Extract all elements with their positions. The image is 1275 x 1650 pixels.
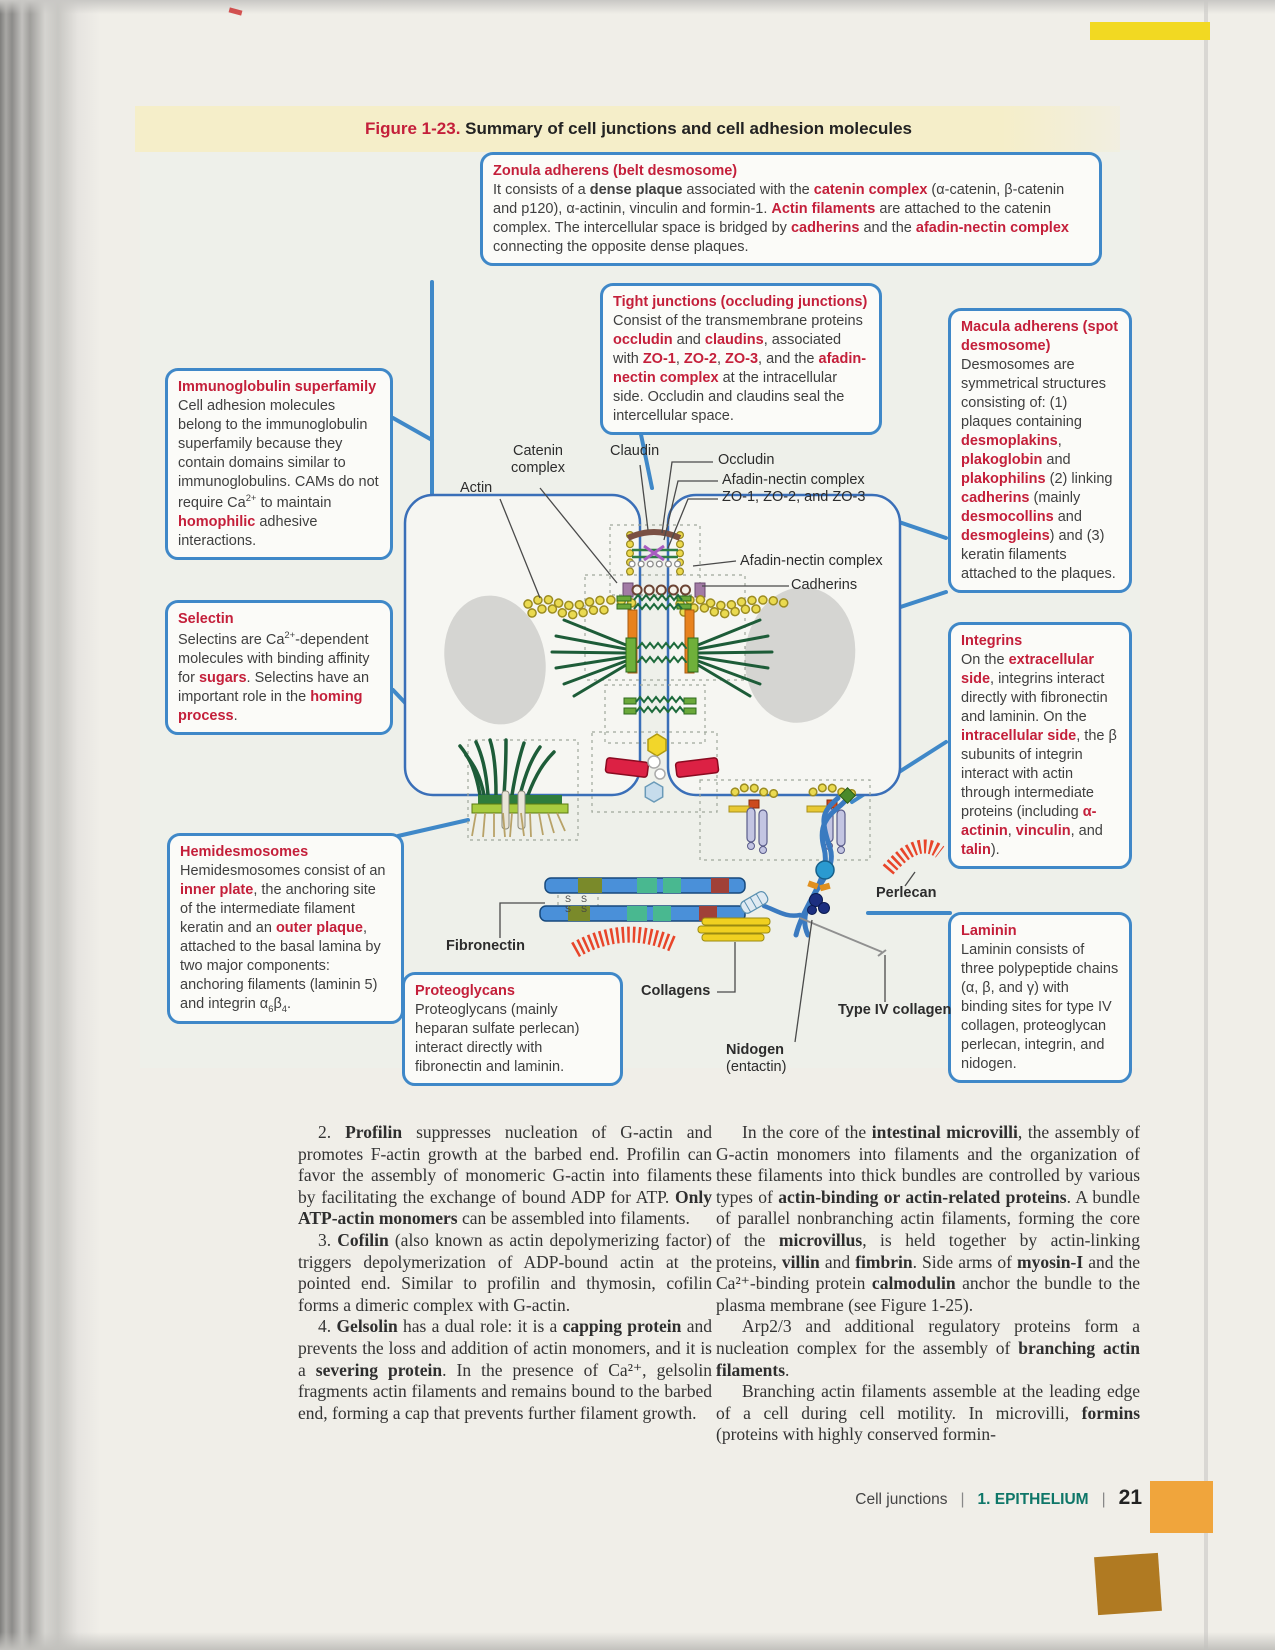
callout-title: Immunoglobulin superfamily — [178, 379, 377, 395]
callout-immunoglobulin-superfamily — [165, 368, 393, 560]
callout-integrins — [948, 622, 1132, 869]
label-type-iv-collagen: Type IV collagen — [838, 1002, 952, 1018]
figure-title-text: Summary of cell junctions and cell adhesion molecules — [460, 119, 912, 138]
type-iv-collagen-molecule — [800, 918, 886, 956]
paragraph-microvilli: In the core of the intestinal microvilli, the assembly of G-actin monomers into filaments and the organization of these filaments into thick bundles are controlled by various types of actin-binding or actin-related proteins. A bundle of parallel nonbranching actin filaments, forming the core of the microvillus, is held together by actin-linking proteins, villin and fimbrin. Side arms of myosin-I and the Ca²⁺-binding protein calmodulin anchor the bundle to the plasma membrane (see Figure 1-25). — [716, 1122, 1140, 1315]
callout-body: On the extracellular side, integrins interact directly with fibronectin and laminin. On the intracellular side, the β subunits of integrin interact with actin through intermediate proteins (including α-actinin, vinculin, and talin). — [961, 651, 1117, 858]
yellow-highlight-mark — [1090, 22, 1210, 40]
footer-separator: | — [960, 1491, 965, 1508]
figure-title — [135, 119, 912, 139]
callout-body: Proteoglycans (mainly heparan sulfate perlecan) interact directly with fibronectin and laminin. — [415, 1001, 580, 1075]
callout-body: It consists of a dense plaque associated with the catenin complex (α-catenin, β-catenin and p120), α-actinin, vinculin and formin-1. Actin filaments are attached to the catenin complex. The intercellular space is bridged by cadherins and the afadin-nectin complex connecting the opposite dense plaques. — [493, 181, 1069, 255]
callout-body: Laminin consists of three polypeptide chains (α, β, and γ) with binding sites for type IV collagen, proteoglycan perlecan, integrin, and nidogen. — [961, 941, 1119, 1072]
callout-body: Hemidesmosomes consist of an inner plate, the anchoring site of the intermediate filament keratin and an outer plaque, attached to the basal lamina by two major components: anchoring filaments (laminin 5) and integrin $\alpha_6\beta_4$. — [180, 862, 386, 1014]
disulfide-s: S — [581, 894, 588, 904]
label-claudin: Claudin — [610, 443, 660, 459]
scan-top-edge — [0, 0, 1275, 14]
disulfide-s: S — [565, 904, 572, 914]
label-occludin: Occludin — [718, 452, 775, 468]
label-actin: Actin — [460, 480, 493, 496]
orange-page-tab — [1150, 1481, 1213, 1533]
body-text-left-column — [298, 1122, 712, 1424]
callout-body: Consist of the transmembrane proteins occludin and claudins, associated with ZO-1, ZO-2, ZO-3, and the afadin-nectin complex at the intracellular side. Occludin and claudins seal the intercellular space. — [613, 312, 867, 424]
paragraph-arp23: Arp2/3 and additional regulatory proteins form a nucleation complex for the assembly of branching actin filaments. — [716, 1316, 1140, 1380]
laminin-molecule — [739, 788, 855, 935]
body-text-right-column — [716, 1122, 1140, 1446]
label-fibronectin: Fibronectin — [446, 938, 525, 954]
scan-bottom-edge — [0, 1632, 1275, 1650]
callout-body: Desmosomes are symmetrical structures consisting of: (1) plaques containing desmoplakins, plakoglobin and plakophilins (2) linking cadherins (mainly desmocollins and desmogleins) and (3) keratin filaments attached to the plaques. — [961, 356, 1116, 582]
callout-title: Selectin — [178, 611, 234, 627]
disulfide-s: S — [565, 894, 572, 904]
paragraph-branching: Branching actin filaments assemble at the leading edge of a cell during cell motility. In microvilli, formins (proteins with highly conserved formin- — [716, 1381, 1140, 1445]
callout-title: Tight junctions (occluding junctions) — [613, 294, 868, 310]
callout-body: Cell adhesion molecules belong to the immunoglobulin superfamily because they contain domains similar to immunoglobulins. CAMs do not require $Ca^{2+}$ to maintain homophilic adhesive interactions. — [178, 397, 379, 549]
scan-right-edge — [1204, 0, 1208, 1650]
callout-zonula-adherens — [480, 152, 1102, 266]
callout-hemidesmosomes — [167, 833, 404, 1024]
callout-selectin — [165, 600, 393, 735]
nidogen-molecule — [808, 894, 830, 915]
label-catenin-complex: Catenin complex — [511, 443, 565, 476]
callout-title: Integrins — [961, 633, 1023, 649]
page-footer — [790, 1486, 1142, 1510]
label-collagens: Collagens — [641, 983, 711, 999]
figure-number: Figure 1-23. — [365, 119, 461, 138]
footer-page-number: 21 — [1118, 1486, 1142, 1509]
collagens-sheet — [698, 918, 770, 941]
label-afadin-nectin-zo: Afadin-nectin complex ZO-1, ZO-2, and ZO-3 — [722, 472, 866, 505]
paragraph-gelsolin: 4. Gelsolin has a dual role: it is a capping protein and prevents the loss and addition of actin monomers, and it is a severing protein. In the presence of Ca²⁺, gelsolin fragments actin filaments and remains bound to the barbed end, forming a cap that prevents further filament growth. — [298, 1316, 712, 1423]
callout-tight-junctions — [600, 283, 882, 435]
disulfide-s: S — [581, 904, 588, 914]
callout-laminin — [948, 912, 1132, 1083]
fibronectin-molecules — [540, 878, 745, 921]
label-nidogen: Nidogen (entactin) — [726, 1042, 787, 1075]
callout-macula-adherens — [948, 308, 1132, 593]
orange-corner-tab — [1094, 1553, 1162, 1615]
callout-title: Macula adherens (spot desmosome) — [961, 319, 1119, 354]
book-gutter-shadow — [0, 0, 100, 1650]
callout-title: Zonula adherens (belt desmosome) — [493, 163, 738, 179]
callout-title: Proteoglycans — [415, 983, 515, 999]
footer-chapter: 1. EPITHELIUM — [977, 1491, 1089, 1508]
callout-title: Hemidesmosomes — [180, 844, 309, 860]
footer-separator: | — [1101, 1491, 1106, 1508]
callout-body: Selectins are $Ca^{2+}$-dependent molecules with binding affinity for sugars. Selectins have an important role in the homing process. — [178, 628, 370, 724]
callout-proteoglycans — [402, 972, 623, 1086]
paragraph-profilin: 2. Profilin suppresses nucleation of G-actin and promotes F-actin growth at the barbed end. Profilin can favor the assembly of monomeric G-actin into filaments by facilitating the exchange of bound ADP for ATP. Only ATP-actin monomers can be assembled into filaments. — [298, 1122, 713, 1229]
label-cadherins: Cadherins — [791, 577, 858, 593]
callout-title: Laminin — [961, 923, 1017, 939]
label-perlecan: Perlecan — [876, 885, 937, 901]
paragraph-cofilin: 3. Cofilin (also known as actin depolymerizing factor) triggers depolymerization of ADP-bound actin at the pointed end. Similar to profilin and thymosin, cofilin forms a dimeric complex with G-actin. — [298, 1229, 713, 1315]
label-afadin-nectin-complex: Afadin-nectin complex — [740, 553, 883, 569]
footer-section: Cell junctions — [855, 1491, 948, 1508]
